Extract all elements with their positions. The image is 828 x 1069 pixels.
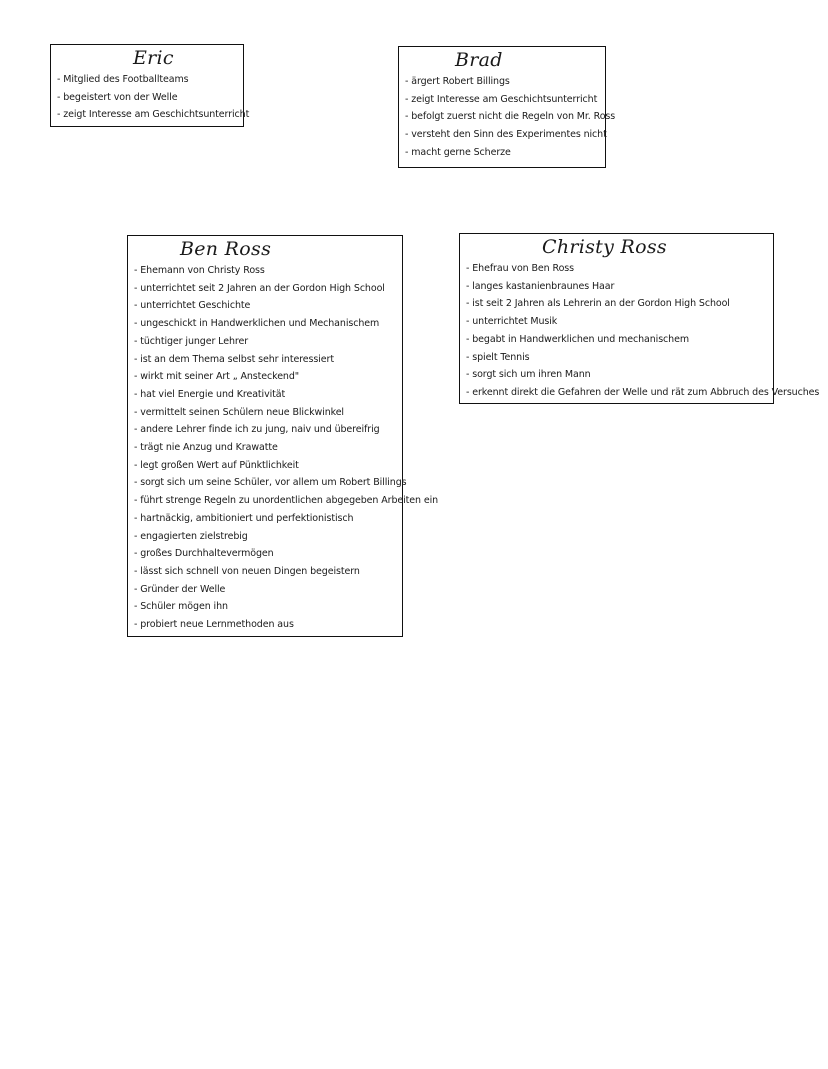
trait-item: - zeigt Interesse am Geschichtsunterricht: [405, 93, 598, 105]
card-title-eric: Eric: [133, 47, 174, 69]
trait-item: - führt strenge Regeln zu unordentlichen abgegeben Arbeiten ein: [134, 495, 439, 507]
trait-item: - ärgert Robert Billings: [405, 76, 510, 87]
card-title-brad: Brad: [455, 49, 503, 71]
trait-item: - legt großen Wert auf Pünktlichkeit: [134, 459, 299, 471]
character-card-eric: [50, 44, 250, 127]
trait-item: - versteht den Sinn des Experimentes nicht: [405, 129, 607, 141]
trait-item: - sorgt sich um seine Schüler, vor allem um Robert Billings: [134, 477, 407, 489]
trait-item: - hat viel Energie und Kreativität: [134, 388, 286, 400]
trait-item: - Mitglied des Footballteams: [57, 74, 189, 85]
trait-item: - großes Durchhaltevermögen: [134, 548, 274, 560]
trait-item: - vermittelt seinen Schülern neue Blickwinkel: [134, 406, 344, 418]
trait-item: - wirkt mit seiner Art „ Ansteckend": [134, 371, 300, 383]
character-card-brad: [398, 46, 616, 168]
trait-item: - unterrichtet Geschichte: [134, 300, 251, 312]
trait-item: - ist seit 2 Jahren als Lehrerin an der Gordon High School: [466, 298, 730, 310]
trait-item: - ist an dem Thema selbst sehr interessiert: [134, 353, 334, 365]
trait-item: - macht gerne Scherze: [405, 146, 511, 158]
card-title-ben-ross: Ben Ross: [180, 238, 272, 260]
trait-item: - befolgt zuerst nicht die Regeln von Mr. Ross: [405, 111, 616, 123]
trait-list-eric: [57, 71, 250, 124]
trait-item: - erkennt direkt die Gefahren der Welle und rät zum Abbruch des Versuches: [466, 386, 820, 398]
trait-item: - hartnäckig, ambitioniert und perfektionistisch: [134, 512, 354, 524]
trait-item: - sorgt sich um ihren Mann: [466, 369, 591, 381]
trait-item: - andere Lehrer finde ich zu jung, naiv und übereifrig: [134, 424, 380, 436]
trait-item: - Gründer der Welle: [134, 583, 226, 595]
trait-item: - lässt sich schnell von neuen Dingen begeistern: [134, 565, 360, 577]
trait-item: - spielt Tennis: [466, 351, 530, 363]
trait-item: - begabt in Handwerklichen und mechanischem: [466, 333, 689, 345]
trait-item: - begeistert von der Welle: [57, 91, 178, 103]
trait-item: - zeigt Interesse am Geschichtsunterricht: [57, 109, 250, 121]
card-title-christy-ross: Christy Ross: [542, 236, 667, 258]
trait-list-christy-ross: [466, 260, 820, 402]
trait-list-brad: [405, 73, 616, 162]
character-card-christy-ross: [459, 233, 820, 404]
trait-item: - trägt nie Anzug und Krawatte: [134, 442, 278, 454]
trait-item: - engagierten zielstrebig: [134, 530, 248, 542]
trait-item: - probiert neue Lernmethoden aus: [134, 619, 294, 631]
character-card-ben-ross: [127, 235, 439, 637]
trait-item: - Ehemann von Christy Ross: [134, 265, 265, 276]
trait-item: - unterrichtet seit 2 Jahren an der Gordon High School: [134, 282, 385, 294]
trait-item: - Ehefrau von Ben Ross: [466, 263, 574, 274]
trait-item: - tüchtiger junger Lehrer: [134, 335, 249, 347]
trait-item: - unterrichtet Musik: [466, 316, 558, 328]
trait-item: - Schüler mögen ihn: [134, 601, 228, 613]
trait-item: - ungeschickt in Handwerklichen und Mechanischem: [134, 318, 380, 330]
trait-list-ben-ross: [134, 262, 439, 634]
trait-item: - langes kastanienbraunes Haar: [466, 280, 615, 292]
